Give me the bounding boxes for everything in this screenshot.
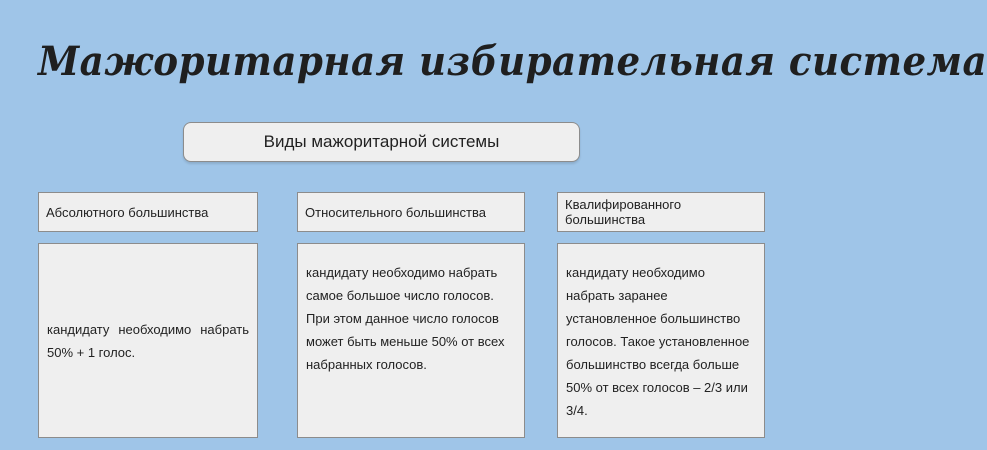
description-absolute-majority <box>38 243 258 438</box>
description-relative-majority-text: кандидату необходимо набрать самое большое число голосов. При этом данное число голосов может быть меньше 50% от всех набранных голосов. <box>306 265 505 372</box>
description-qualified-majority-text: кандидату необходимо набрать заранее установленное большинство голосов. Такое установленное большинство всегда больше 50% от всех голосов – 2/3 или 3/4. <box>566 265 750 418</box>
heading-absolute-majority-label: Абсолютного большинства <box>46 204 209 220</box>
heading-relative-majority-label: Относительного большинства <box>305 204 486 220</box>
description-absolute-majority-text: кандидату необходимо набрать 50% + 1 голос. <box>47 321 249 360</box>
heading-relative-majority <box>297 192 525 232</box>
description-qualified-majority <box>557 243 765 438</box>
heading-qualified-majority <box>557 192 765 232</box>
description-relative-majority <box>297 243 525 438</box>
types-box <box>183 122 580 162</box>
types-label: Виды мажоритарной системы <box>263 132 500 151</box>
heading-absolute-majority <box>38 192 258 232</box>
heading-qualified-majority-label: Квалифированного большинства <box>565 197 682 227</box>
slide-title: Мажоритарная избирательная система <box>38 38 987 85</box>
